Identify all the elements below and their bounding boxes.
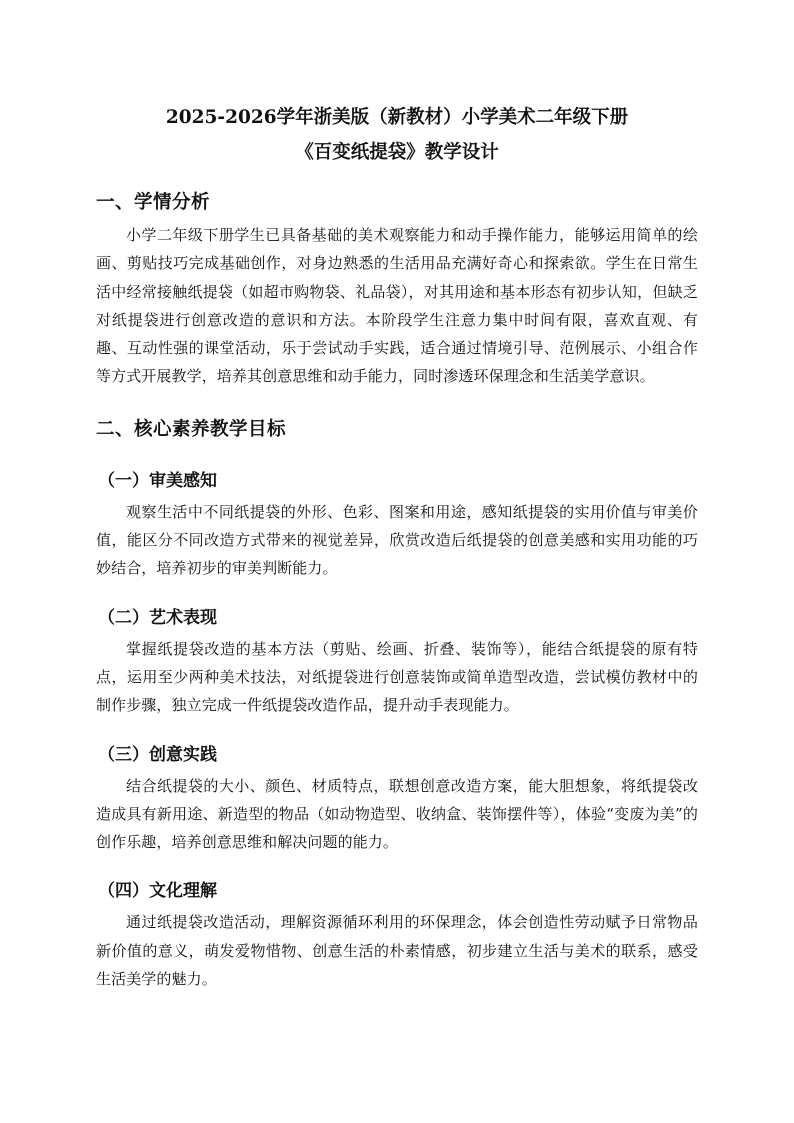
section-heading-learner-analysis: 一、学情分析	[96, 192, 211, 213]
section-paragraph-learner-analysis: 小学二年级下册学生已具备基础的美术观察能力和动手操作能力，能够运用简单的绘画、剪贴技巧完成基础创作，对身边熟悉的生活用品充满好奇心和探索欲。学生在日常生活中经常接触纸提袋（如超市购物袋、礼品袋），对其用途和基本形态有初步认知，但缺乏对纸提袋进行创意改造的意识和方法。本阶段学生注意力集中时间有限，喜欢直观、有趣、互动性强的课堂活动，乐于尝试动手实践，适合通过情境引导、范例展示、小组合作等方式开展教学，培养其创意思维和动手能力，同时渗透环保理念和生活美学意识。	[96, 226, 698, 386]
subsection-heading-cultural-understanding: （四）文化理解	[98, 881, 217, 902]
section-heading-core-objectives: 二、核心素养教学目标	[96, 418, 287, 440]
subsection-paragraph-creative-practice: 结合纸提袋的大小、颜色、材质特点，联想创意改造方案，能大胆想象，将纸提袋改造成具有新用途、新造型的物品（如动物造型、收纳盒、装饰摆件等），体验“变废为美”的创作乐趣，培养创意思维和解决问题的能力。	[96, 776, 698, 852]
subsection-heading-aesthetic-perception: （一）审美感知	[98, 470, 217, 491]
document-title-line-2: 《百变纸提袋》教学设计	[295, 142, 499, 163]
subsection-heading-artistic-expression: （二）艺术表现	[98, 607, 217, 628]
subsection-paragraph-aesthetic-perception: 观察生活中不同纸提袋的外形、色彩、图案和用途，感知纸提袋的实用价值与审美价值，能区分不同改造方式带来的视觉差异，欣赏改造后纸提袋的创意美感和实用功能的巧妙结合，培养初步的审美判断能力。	[96, 502, 698, 578]
subsection-paragraph-cultural-understanding: 通过纸提袋改造活动，理解资源循环利用的环保理念，体会创造性劳动赋予日常物品新价值的意义，萌发爱物惜物、创意生活的朴素情感，初步建立生活与美术的联系，感受生活美学的魅力。	[96, 913, 698, 989]
subsection-paragraph-artistic-expression: 掌握纸提袋改造的基本方法（剪贴、绘画、折叠、装饰等），能结合纸提袋的原有特点，运用至少两种美术技法，对纸提袋进行创意装饰或简单造型改造，尝试模仿教材中的制作步骤，独立完成一件纸提袋改造作品，提升动手表现能力。	[96, 639, 698, 715]
subsection-heading-creative-practice: （三）创意实践	[98, 744, 217, 765]
document-title-line-1: 2025-2026学年浙美版（新教材）小学美术二年级下册	[165, 107, 629, 128]
